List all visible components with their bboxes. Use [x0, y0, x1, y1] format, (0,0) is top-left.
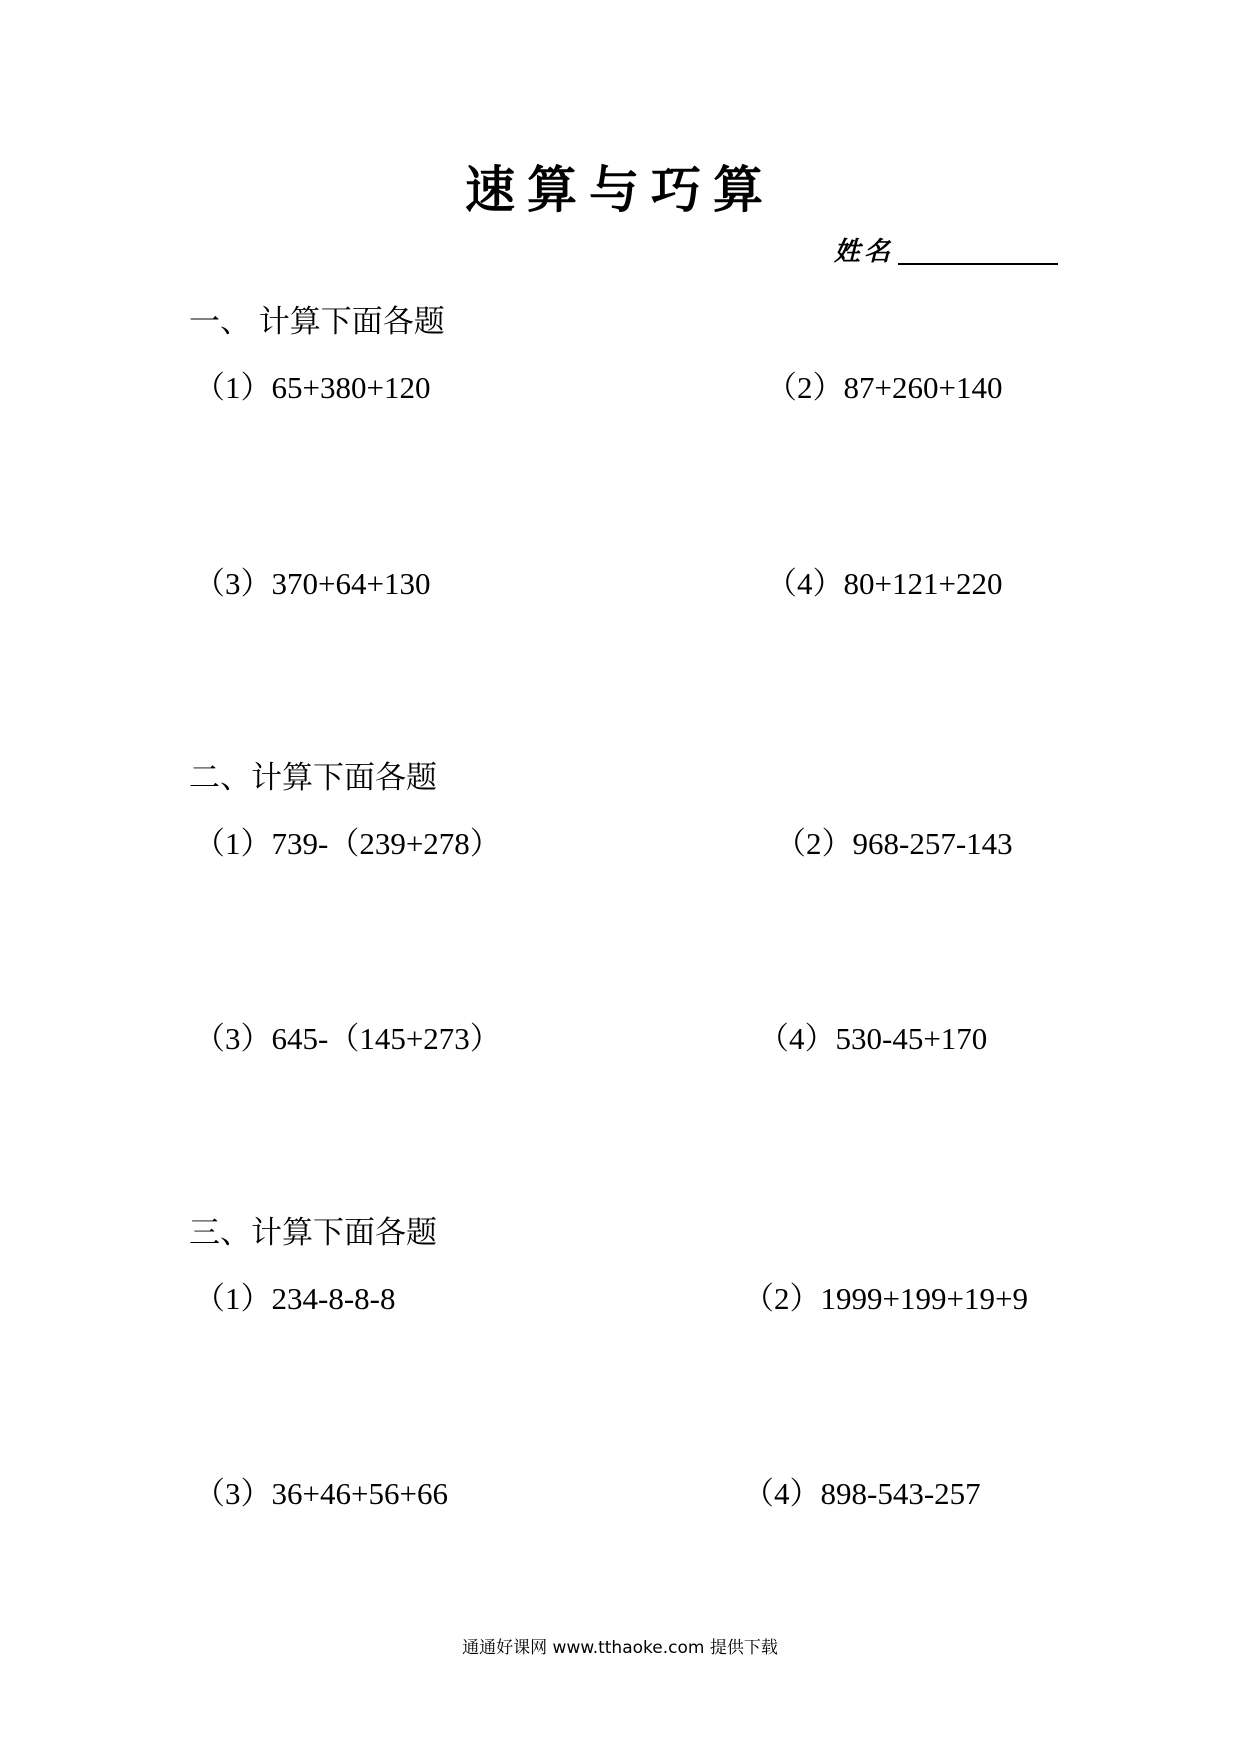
- problem-1-2: （2）87+260+140: [766, 370, 1003, 405]
- problem-1-4: （4）80+121+220: [766, 566, 1003, 601]
- problem-3-3: （3）36+46+56+66: [194, 1476, 448, 1511]
- problem-3-4: （4）898-543-257: [743, 1476, 981, 1511]
- section-heading-2: 二、计算下面各题: [189, 760, 437, 795]
- problem-3-1: （1）234-8-8-8: [194, 1281, 396, 1316]
- problem-1-1: （1）65+380+120: [194, 370, 431, 405]
- name-field: [834, 232, 1058, 268]
- problem-2-1: （1）739-（239+278）: [194, 826, 501, 861]
- problem-1-3: （3）370+64+130: [194, 566, 431, 601]
- problem-2-4: （4）530-45+170: [758, 1021, 988, 1056]
- name-blank-line: [898, 263, 1058, 265]
- footer-text: 通通好课网 www.tthaoke.com 提供下载: [462, 1638, 778, 1658]
- page-title: 速算与巧算: [465, 160, 775, 219]
- name-label: 姓名: [834, 237, 895, 267]
- problem-3-2: （2）1999+199+19+9: [743, 1281, 1028, 1316]
- section-heading-3: 三、计算下面各题: [189, 1215, 437, 1250]
- problem-2-3: （3）645-（145+273）: [194, 1021, 501, 1056]
- problem-2-2: （2）968-257-143: [775, 826, 1013, 861]
- section-heading-1: 一、 计算下面各题: [189, 304, 445, 339]
